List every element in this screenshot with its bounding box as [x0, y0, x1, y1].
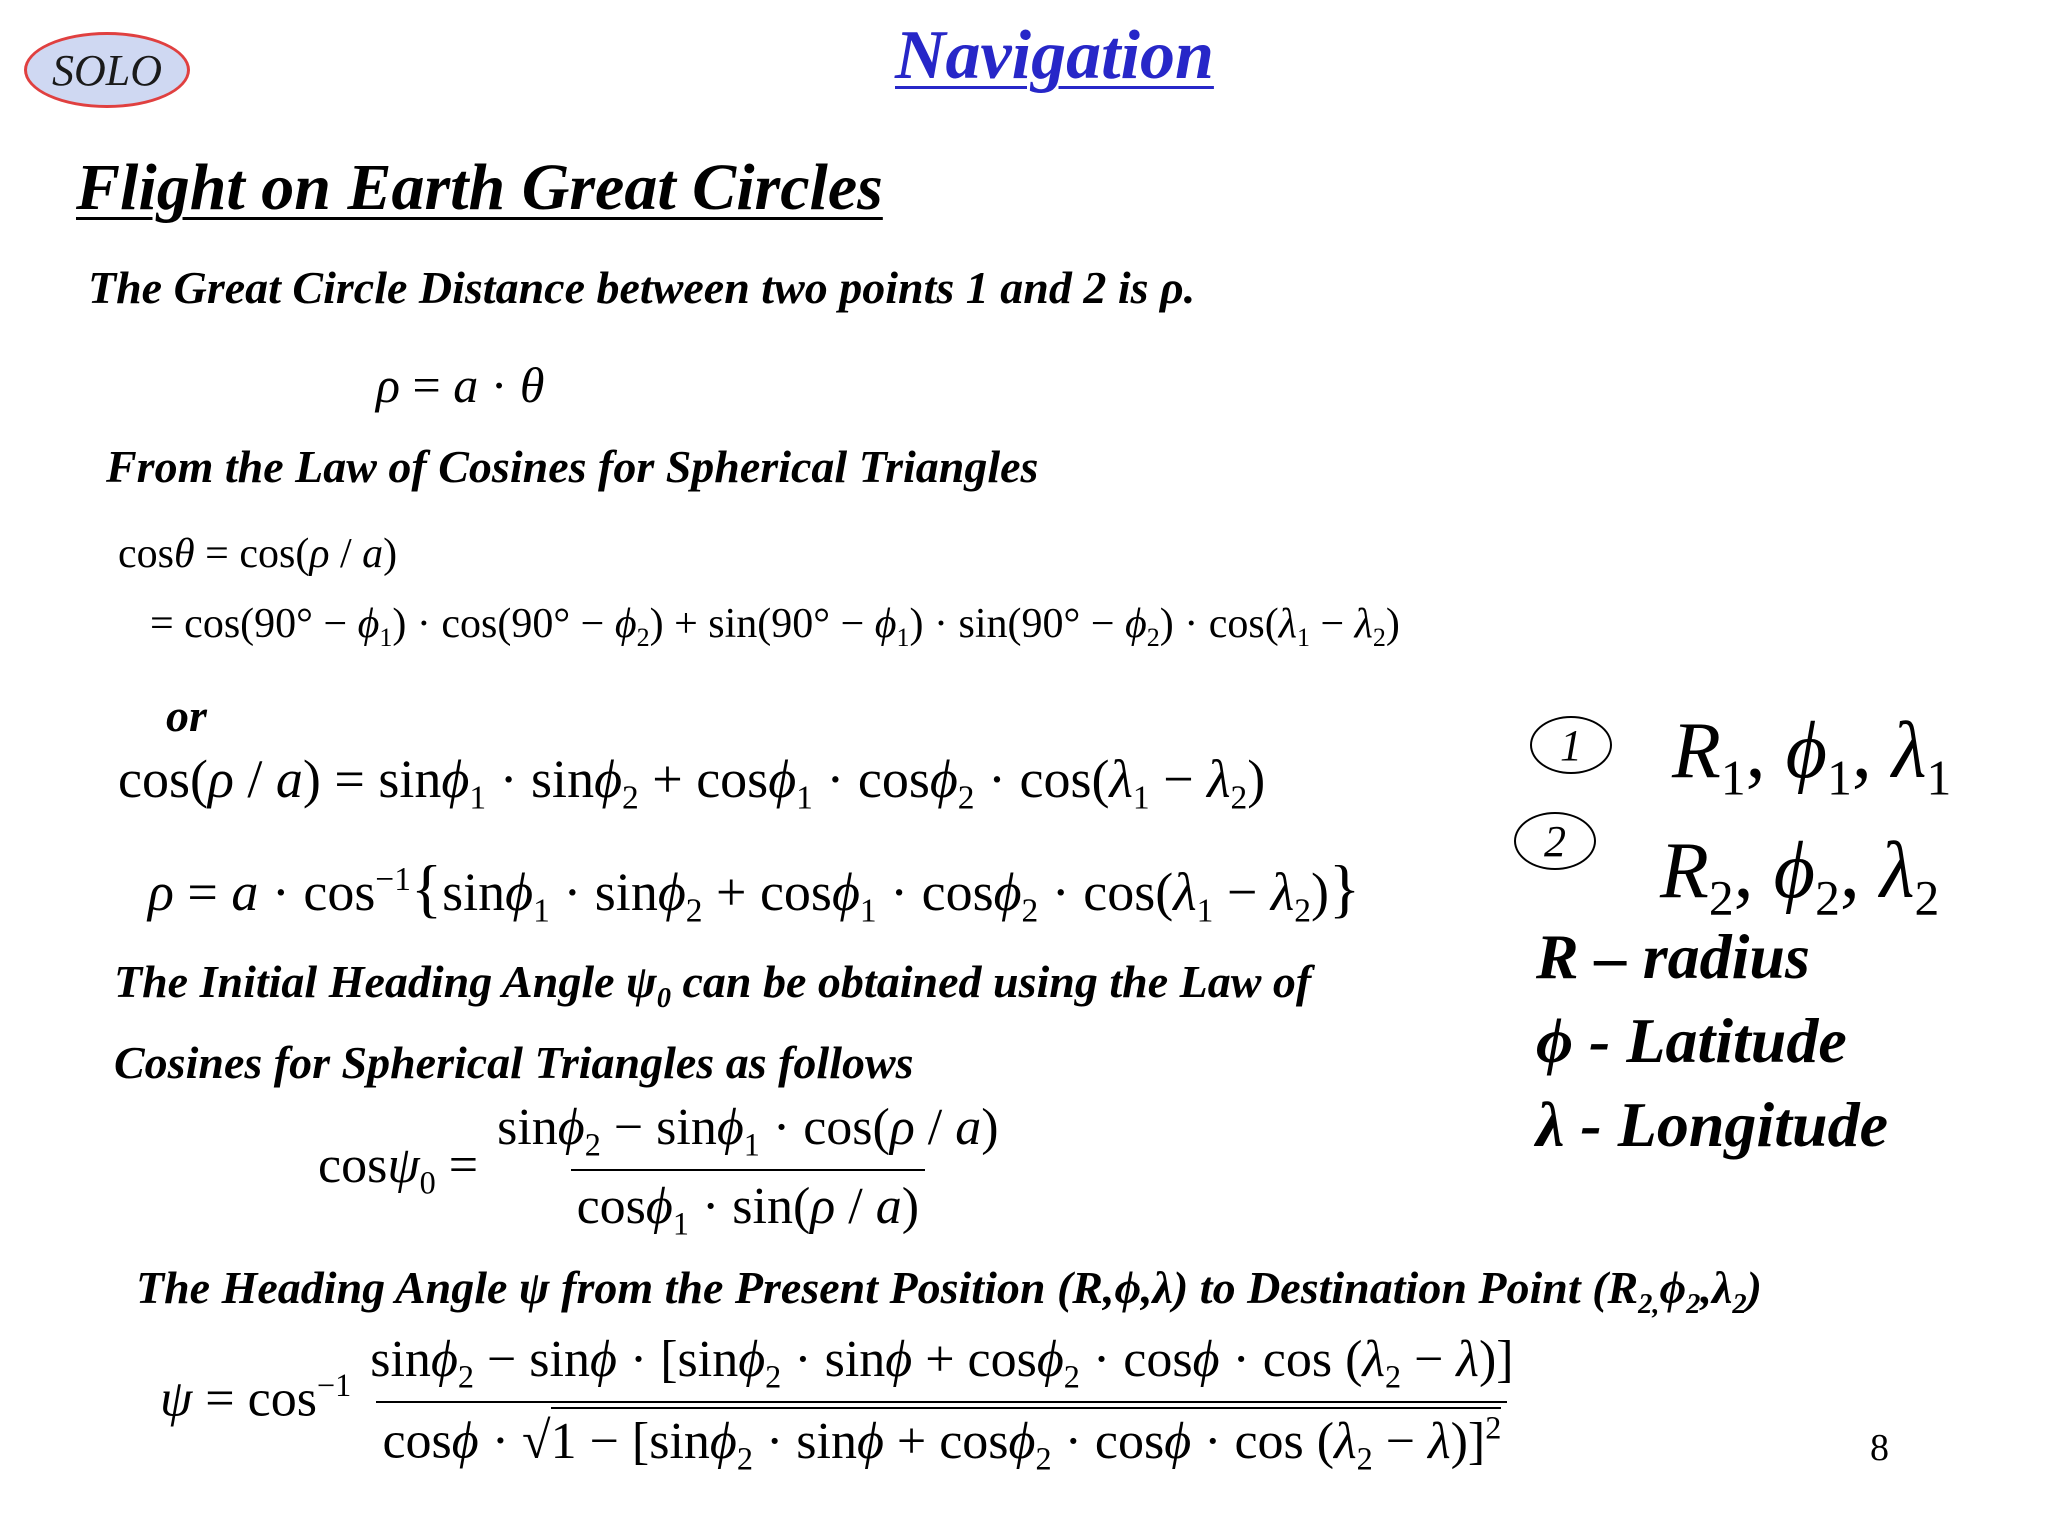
equation-cos-rho: $\cos(\rho / a) = \sin\phi_1 \cdot \sin\phi_2 + \cos\phi_1 \cdot \cos\phi_2 \cdot \cos(\lambda_1 - \lambda_2)$ [118, 749, 1266, 817]
initial-heading-text: The Initial Heading Angle $\psi_0$ can be obtained using the Law of Cosines for Spherical Triangles as follows [114, 956, 1312, 1088]
equation-cos-expansion: = $\cos(90^\circ - \phi_1) \cdot \cos(90^\circ - \phi_2) + \sin(90^\circ - \phi_1) \cdot \sin(90^\circ - \phi_2) \cdot \cos(\lambda_1 - \lambda_2)$ [150, 601, 1400, 653]
intro-text: The Great Circle Distance between two points 1 and 2 is ρ. [88, 262, 1196, 313]
legend-radius: R – radius [1536, 921, 1810, 992]
legend-latitude: ϕ - Latitude [1536, 1005, 1847, 1076]
present-heading-text: The Heading Angle ψ from the Present Position (R,ϕ,λ) to Destination Point $(R_{2,}\phi_2,\lambda_2)$ [136, 1262, 1762, 1320]
or-label: or [166, 690, 207, 741]
slide-heading: Flight on Earth Great Circles [76, 151, 883, 224]
page-title: Navigation [895, 17, 1214, 94]
point-1-coordinates: $R_1$, $\phi_1$, $\lambda_1$ [1672, 707, 1952, 806]
point-2-marker: 2 [1514, 812, 1596, 870]
equation-psi: $\psi = \cos^{-1}$ $\frac{\sin\phi_2 - \sin\phi \cdot [\sin\phi_2 \cdot \sin\phi + \cos\phi_2 \cdot \cos\phi \cdot \cos (\lambda_2 - \lambda)]}{\cos\phi \cdot √1 - [\sin\phi_2 \cdot \sin\phi + \cos\phi_2 \cdot \cos\phi \cdot \cos (\lambda_2 - \lambda)]^2}$ [160, 1331, 1514, 1476]
solo-badge: SOLO [24, 32, 190, 108]
point-2-coordinates: $R_2$, $\phi_2$, $\lambda_2$ [1660, 827, 1940, 926]
page-number: 8 [1870, 1427, 1889, 1469]
law-of-cosines-intro: From the Law of Cosines for Spherical Triangles [106, 441, 1039, 492]
equation-cos-psi0: cosψ$_0$ = $\frac{\sin\phi_2 - \sin\phi_1 \cdot \cos(\rho / a)}{\cos\phi_1 \cdot \sin(\rho / a)}$ [318, 1099, 999, 1242]
legend-longitude: λ - Longitude [1536, 1089, 1888, 1160]
equation-rho: ρ = a · θ [376, 357, 545, 413]
point-1-marker: 1 [1530, 716, 1612, 774]
equation-rho-arccos: $\rho = a \cdot \cos^{-1}\{\sin\phi_1 \cdot \sin\phi_2 + \cos\phi_1 \cdot \cos\phi_2 \cdot \cos(\lambda_1 - \lambda_2)\}$ [148, 853, 1361, 930]
equation-cos-theta: cosθ = cos(ρ / a) [118, 531, 398, 577]
